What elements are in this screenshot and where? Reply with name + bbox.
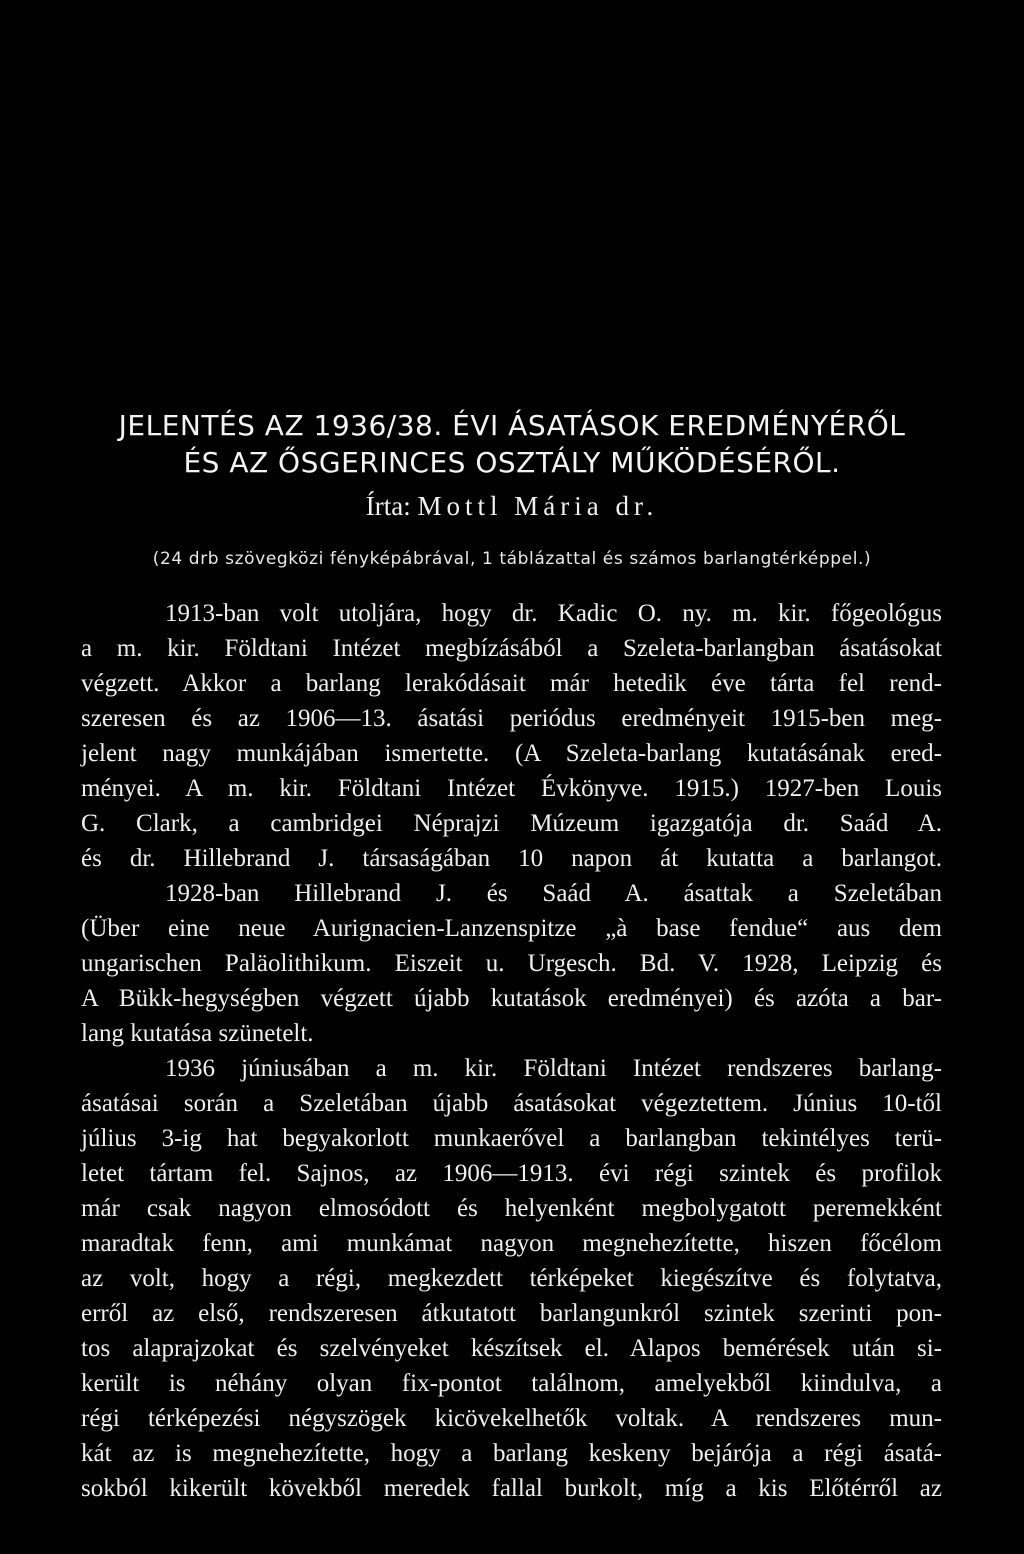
- text-line: sokból kikerült kövekből meredek fallal burkolt, míg a kis Előtérről az: [81, 1475, 942, 1502]
- text-line: jelent nagy munkájában ismertette. (A Szeleta-barlang kutatásának ered-: [81, 740, 942, 767]
- author-name: Mottl Mária dr.: [417, 491, 659, 521]
- text-line: szeresen és az 1906—13. ásatási periódus eredményeit 1915-ben meg-: [81, 705, 942, 732]
- text-line: már csak nagyon elmosódott és helyenként megbolygatott peremekként: [81, 1195, 942, 1222]
- text-line: kát az is megnehezítette, hogy a barlang keskeny bejárója a régi ásatá-: [81, 1440, 942, 1467]
- illustration-note: (24 drb szövegközi fényképábrával, 1 táblázattal és számos barlangtérképpel.): [152, 549, 872, 569]
- author-prefix: Írta:: [365, 491, 411, 521]
- text-line: az volt, hogy a régi, megkezdett térképeket kiegészítve és folytatva,: [81, 1265, 942, 1292]
- report-title-line-1: JELENTÉS AZ 1936/38. ÉVI ÁSATÁSOK EREDMÉNYÉRŐL: [118, 409, 906, 442]
- text-line: lang kutatása szünetelt.: [81, 1020, 314, 1047]
- text-line: ungarischen Paläolithikum. Eiszeit u. Urgesch. Bd. V. 1928, Leipzig és: [81, 950, 942, 977]
- text-line: letet tártam fel. Sajnos, az 1906—1913. évi régi szintek és profilok: [81, 1160, 942, 1187]
- text-line: és dr. Hillebrand J. társaságában 10 napon át kutatta a barlangot.: [81, 845, 942, 872]
- text-line: 1928-ban Hillebrand J. és Saád A. ásattak a Szeletában: [165, 880, 942, 907]
- text-line: tos alaprajzokat és szelvényeket készítsek el. Alapos bemérések után si-: [81, 1335, 942, 1362]
- text-line: maradtak fenn, ami munkámat nagyon megnehezítette, hiszen főcélom: [81, 1230, 942, 1257]
- text-line: A Bükk-hegységben végzett újabb kutatások eredményei) és azóta a bar-: [81, 985, 942, 1012]
- text-line: G. Clark, a cambridgei Néprajzi Múzeum igazgatója dr. Saád A.: [81, 810, 942, 837]
- text-line: erről az első, rendszeresen átkutatott barlangunkról szintek szerinti pon-: [81, 1300, 942, 1327]
- text-line: végzett. Akkor a barlang lerakódásait már hetedik éve tárta fel rend-: [81, 670, 942, 697]
- text-line: került is néhány olyan fix-pontot találnom, amelyekből kiindulva, a: [81, 1370, 942, 1397]
- text-line: július 3-ig hat begyakorlott munkaerővel a barlangban tekintélyes terü-: [81, 1125, 942, 1152]
- report-title-line-2: ÉS AZ ŐSGERINCES OSZTÁLY MŰKÖDÉSÉRŐL.: [183, 446, 841, 479]
- text-line: a m. kir. Földtani Intézet megbízásából a Szeleta-barlangban ásatásokat: [81, 635, 942, 662]
- text-line: 1913-ban volt utoljára, hogy dr. Kadic O. ny. m. kir. főgeológus: [165, 600, 942, 627]
- text-line: 1936 júniusában a m. kir. Földtani Intézet rendszeres barlang-: [165, 1055, 942, 1082]
- text-line: régi térképezési négyszögek kicövekelhetők voltak. A rendszeres mun-: [81, 1405, 942, 1432]
- text-line: (Über eine neue Aurignacien-Lanzenspitze „à base fendue“ aus dem: [81, 915, 942, 942]
- text-line: ásatásai során a Szeletában újabb ásatásokat végeztettem. Június 10-től: [81, 1090, 942, 1117]
- text-line: ményei. A m. kir. Földtani Intézet Évkönyve. 1915.) 1927-ben Louis: [81, 775, 942, 802]
- author-line: [0, 491, 1024, 522]
